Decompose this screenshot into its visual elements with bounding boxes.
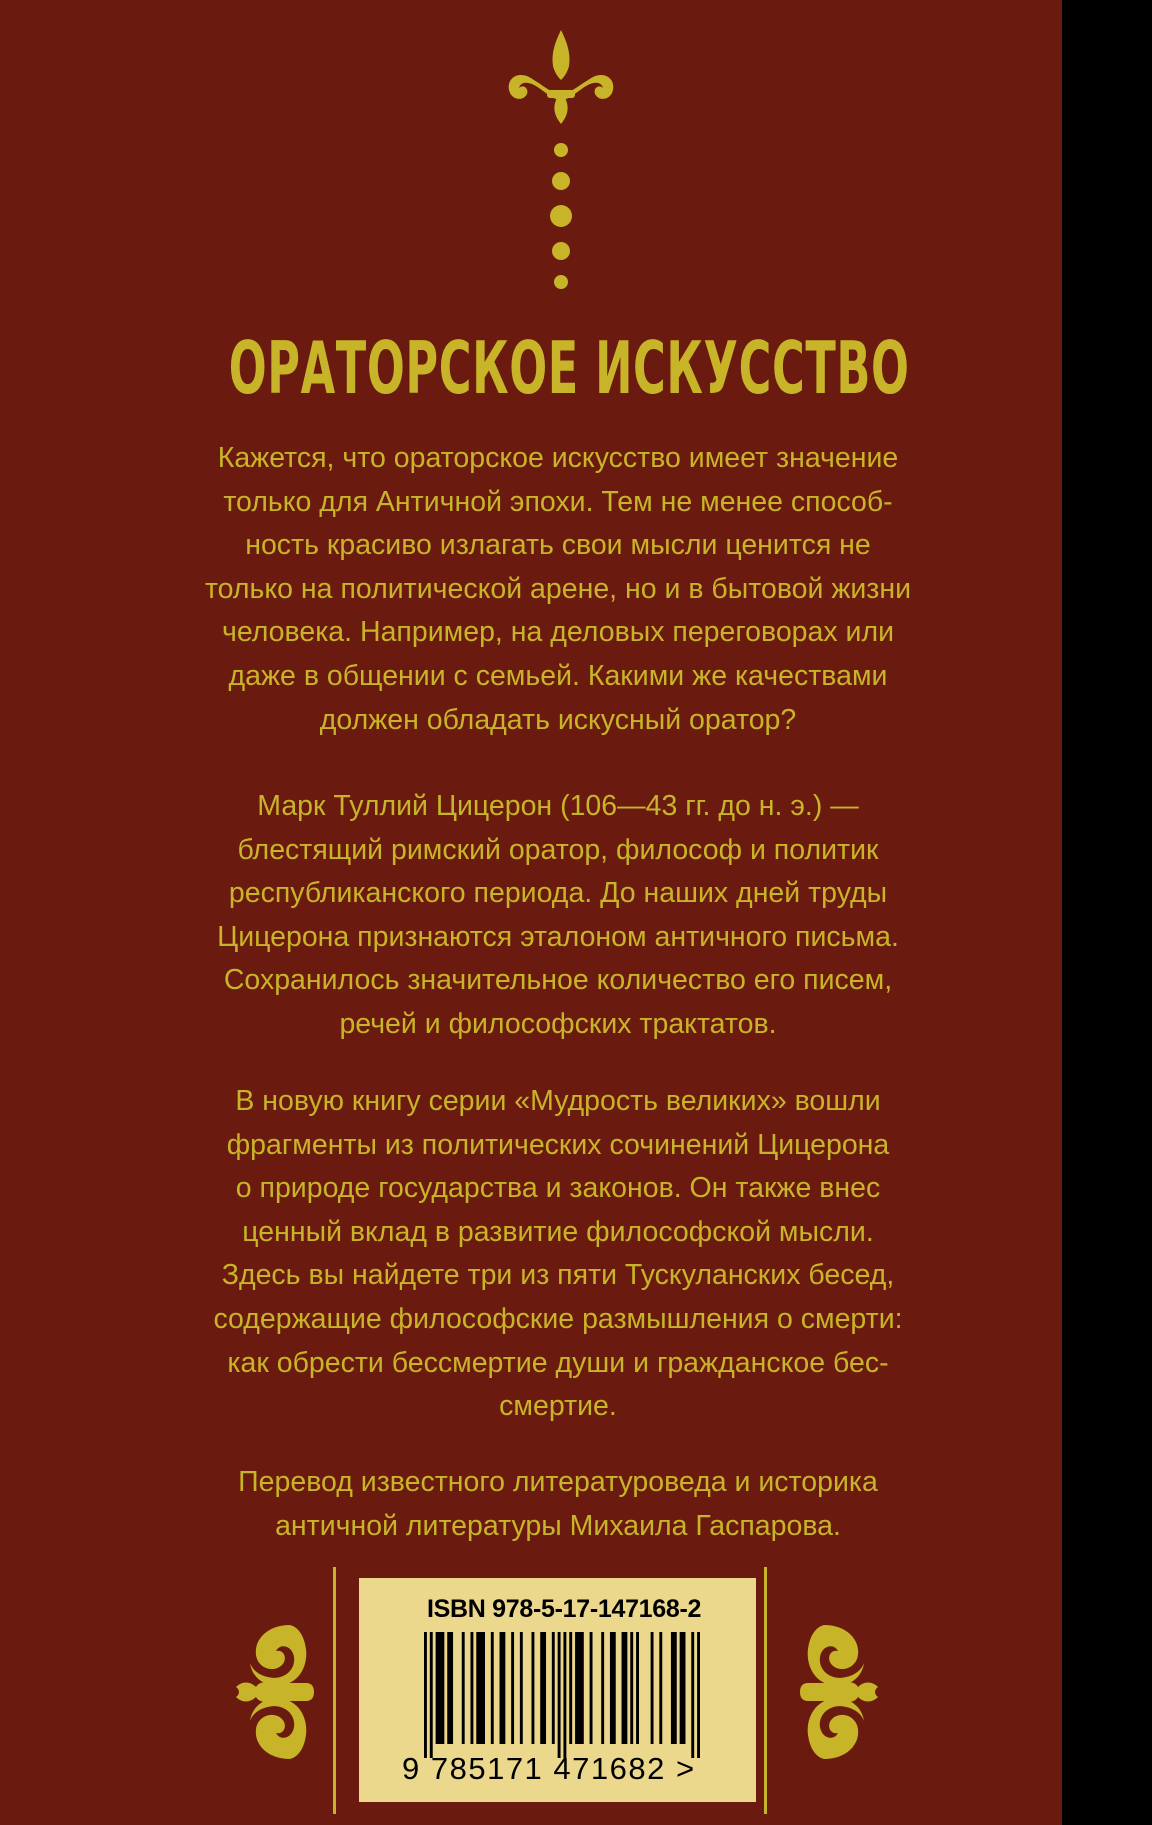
paragraph-line: должен обладать искусный оратор?: [319, 703, 797, 736]
paragraph-line: Кажется, что ораторское искусство имеет значение: [217, 442, 899, 474]
barcode-bar: [622, 1632, 628, 1744]
barcode-bar: [552, 1632, 555, 1744]
translator-note: [150, 1461, 966, 1548]
paragraph-line: смертие.: [499, 1390, 617, 1423]
barcode-bar: [520, 1632, 523, 1744]
description-paragraph-3: [150, 1080, 966, 1429]
barcode-bar: [447, 1632, 453, 1744]
paragraph-line: ценный вклад в развитие философской мысли.: [242, 1215, 874, 1248]
description-paragraph-1: [150, 437, 966, 742]
barcode-bar: [636, 1632, 639, 1744]
barcode-bar: [491, 1632, 494, 1744]
paragraph-line: о природе государства и законов. Он также внес: [235, 1172, 881, 1205]
paragraph-line: Здесь вы найдете три из пяти Тускуланских бесед,: [221, 1259, 895, 1292]
barcode-bar: [563, 1632, 566, 1758]
paragraph-line: Цицерона признаются эталоном античного письма.: [217, 920, 899, 953]
isbn-frame-rule: [333, 1567, 336, 1814]
barcode-digits: 9 785171 471682 >: [402, 1751, 696, 1786]
paragraph-line: ность красиво излагать свои мысли ценится не: [245, 529, 871, 562]
paragraph-line: как обрести бессмертие души и гражданское бес-: [227, 1346, 889, 1379]
barcode-bar: [436, 1632, 445, 1744]
paragraph-line: блестящий римский оратор, философ и политик: [237, 833, 879, 866]
barcode-bar: [680, 1632, 686, 1744]
paragraph-line: фрагменты из политических сочинений Цицерона: [226, 1128, 890, 1161]
barcode-bar: [462, 1632, 465, 1744]
paragraph-line: республиканского периода. До наших дней труды: [228, 877, 888, 910]
barcode-bar: [569, 1632, 572, 1744]
paragraph-line: Перевод известного литературоведа и историка: [238, 1466, 878, 1498]
barcode-bar: [511, 1632, 514, 1744]
paragraph-line: только для Античной эпохи. Тем не менее способ-: [223, 485, 893, 518]
barcode-bar: [575, 1632, 584, 1744]
barcode-bar: [601, 1632, 604, 1744]
barcode: [424, 1632, 700, 1758]
barcode-bar: [540, 1632, 546, 1744]
paragraph-line: человека. Например, на деловых переговорах или: [221, 616, 895, 649]
barcode-bar: [697, 1632, 700, 1758]
paragraph-line: только на политической арене, но и в бытовой жизни: [204, 572, 912, 605]
barcode-bar: [531, 1632, 534, 1744]
paragraph-line: речей и философских трактатов.: [339, 1007, 777, 1040]
isbn-frame-rule: [764, 1567, 767, 1814]
scroll-flourish-icon: [796, 1617, 886, 1767]
barcode-bar: [558, 1632, 561, 1758]
page-edge: [1062, 0, 1152, 1825]
paragraph-line: Сохранилось значительное количество его писем,: [223, 964, 893, 997]
barcode-bar: [470, 1632, 473, 1744]
scroll-flourish-icon: [228, 1617, 318, 1767]
paragraph-line: античной литературы Михаила Гаспарова.: [275, 1509, 841, 1542]
barcode-bar: [659, 1632, 662, 1744]
paragraph-line: даже в общении с семьей. Какими же качествами: [228, 659, 888, 692]
barcode-bar: [424, 1632, 427, 1758]
paragraph-line: В новую книгу серии «Мудрость великих» вошли: [235, 1085, 881, 1117]
barcode-bar: [476, 1632, 485, 1744]
barcode-bar: [500, 1632, 506, 1744]
barcode-bar: [610, 1632, 616, 1744]
isbn-label: ISBN 978-5-17-147168-2: [427, 1595, 702, 1623]
description-paragraph-2: [150, 785, 966, 1047]
barcode-bar: [430, 1632, 433, 1758]
fleur-de-lis-with-dots-icon: [501, 20, 621, 300]
barcode-bar: [671, 1632, 677, 1744]
paragraph-line: содержащие философские размышления о смерти:: [213, 1302, 903, 1335]
barcode-bar: [630, 1632, 633, 1744]
barcode-bar: [590, 1632, 593, 1744]
paragraph-line: Марк Туллий Цицерон (106—43 гг. до н. э.) —: [257, 790, 859, 822]
barcode-bar: [691, 1632, 694, 1758]
barcode-bar: [651, 1632, 654, 1744]
book-title: ОРАТОРСКОЕ ИСКУССТВО: [228, 326, 910, 410]
